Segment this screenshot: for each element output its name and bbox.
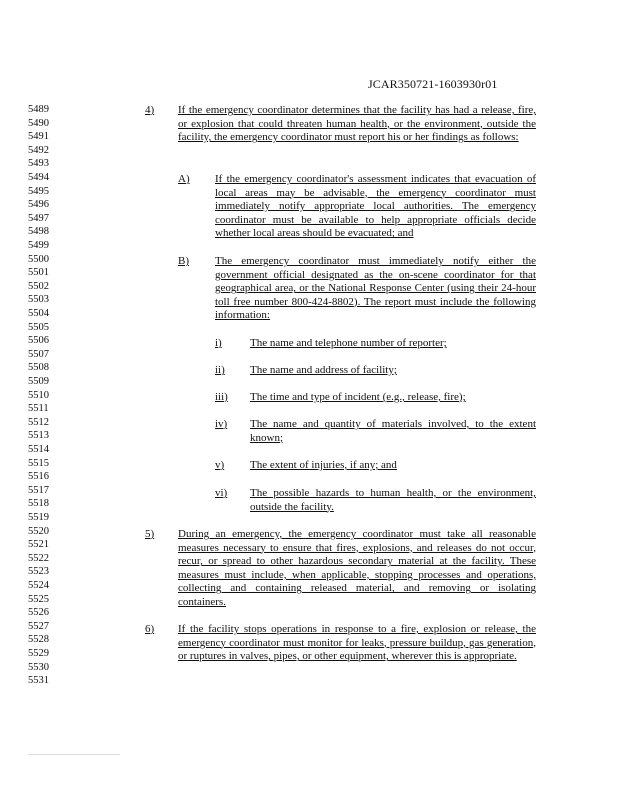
line-number: 5517 [28, 484, 49, 496]
line-number: 5501 [28, 267, 49, 279]
line-number: 5500 [28, 253, 49, 265]
section-6-label: 6) [145, 623, 155, 635]
line-number: 5512 [28, 416, 49, 428]
item-iv-label: iv) [215, 418, 228, 430]
item-iii-text: The time and type of incident (e.g., release, fire); [250, 391, 466, 403]
line-number: 5492 [28, 144, 49, 156]
line-number: 5498 [28, 226, 49, 238]
line-number: 5504 [28, 308, 49, 319]
line-number: 5520 [28, 525, 49, 537]
line-number: 5527 [28, 620, 49, 632]
line-number: 5526 [28, 607, 49, 619]
item-ii-text: The name and address of facility; [250, 364, 397, 376]
item-i-text: The name and telephone number of reporter; [250, 337, 447, 349]
line-number: 5489 [28, 104, 49, 115]
line-number: 5496 [28, 199, 49, 211]
line-number: 5490 [28, 117, 49, 129]
line-number: 5502 [28, 280, 49, 292]
line-number: 5511 [28, 403, 49, 415]
line-number: 5525 [28, 593, 49, 605]
line-number: 5529 [28, 648, 49, 659]
section-4-text: If the emergency coordinator determines that the facility has had a release, fire, or explosion that could threaten human health, or the environment, outside the facility, the emergency coordinator must report his or her findings as follows: [178, 104, 536, 144]
section-6-text: If the facility stops operations in response to a fire, explosion or release, the emergency coordinator must monitor for leaks, pressure buildup, gas generation, or ruptures in valves, pipes, or other equipment, wherever this is appropriate. [178, 623, 536, 663]
line-number: 5505 [28, 321, 49, 333]
line-number: 5522 [28, 552, 49, 564]
line-number: 5495 [28, 185, 49, 197]
line-number: 5507 [28, 348, 49, 360]
item-i-label: i) [215, 337, 222, 349]
line-number: 5499 [28, 240, 49, 251]
subsection-b-text: The emergency coordinator must immediately notify either the government official designated as the on-scene coordinator for that geographical area, or the National Response Center (using their 24-hour toll free number 800-424-8802). The report must include the following information: [215, 255, 536, 322]
item-vi-label: vi) [215, 487, 228, 499]
line-number: 5530 [28, 661, 49, 673]
section-4-label: 4) [145, 104, 155, 116]
line-number: 5523 [28, 566, 49, 578]
line-number: 5497 [28, 212, 49, 224]
line-number: 5519 [28, 512, 49, 523]
subsection-b-label: B) [178, 255, 189, 267]
line-number: 5510 [28, 389, 49, 401]
line-number: 5506 [28, 335, 49, 347]
document-id-header: JCAR350721-1603930r01 [368, 77, 498, 91]
subsection-a-label: A) [178, 173, 190, 185]
line-number: 5513 [28, 430, 49, 442]
section-5-text: During an emergency, the emergency coordinator must take all reasonable measures necessary to ensure that fires, explosions, and releases do not occur, recur, or spread to other hazardous secondary material at the facility. These measures must include, when applicable, stopping processes and operations, collecting and containing released material, and removing or isolating containers. [178, 528, 536, 608]
line-number: 5521 [28, 539, 49, 551]
footer-rule [28, 754, 120, 755]
line-number: 5514 [28, 444, 49, 455]
item-v-text: The extent of injuries, if any; and [250, 459, 397, 471]
line-number: 5493 [28, 158, 49, 170]
item-v-label: v) [215, 459, 225, 471]
line-number: 5508 [28, 362, 49, 374]
subsection-a-text: If the emergency coordinator's assessment indicates that evacuation of local areas may be advisable, the emergency coordinator must immediately notify appropriate local authorities. The emergency coordinator must be available to help appropriate officials decide whether local areas should be evacuated; and [215, 173, 536, 240]
section-5-label: 5) [145, 528, 155, 540]
line-number: 5524 [28, 580, 49, 591]
line-number: 5531 [28, 675, 49, 687]
item-vi-text: The possible hazards to human health, or the environment, outside the facility. [250, 487, 536, 513]
line-number: 5494 [28, 172, 49, 183]
line-number: 5509 [28, 376, 49, 387]
item-iv-text: The name and quantity of materials involved, to the extent known; [250, 418, 536, 444]
line-number: 5528 [28, 634, 49, 646]
item-ii-label: ii) [215, 364, 225, 376]
line-number: 5503 [28, 294, 49, 306]
line-number: 5518 [28, 498, 49, 510]
line-number: 5491 [28, 131, 49, 143]
item-iii-label: iii) [215, 391, 228, 403]
line-number: 5515 [28, 457, 49, 469]
line-number: 5516 [28, 471, 49, 483]
